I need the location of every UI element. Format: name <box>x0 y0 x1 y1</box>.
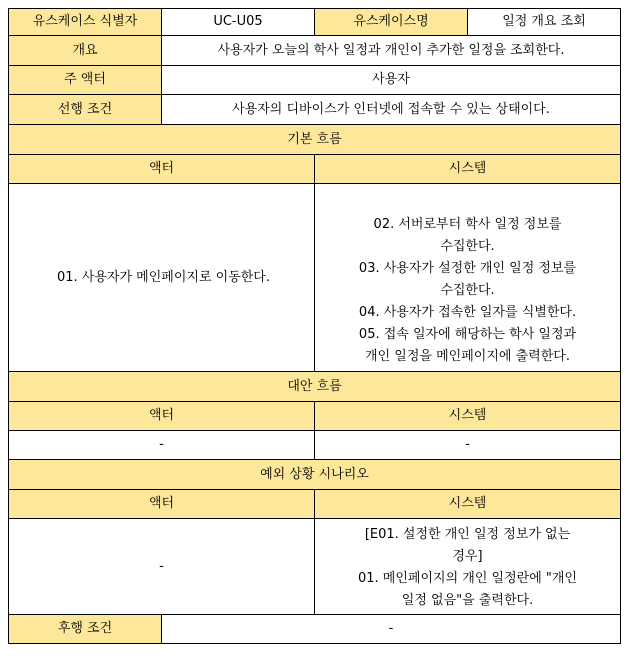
alt-flow-system-header: 시스템 <box>315 402 621 431</box>
usecase-name-label: 유스케이스명 <box>315 9 468 36</box>
alt-flow-title: 대안 흐름 <box>9 372 621 402</box>
system-step-line: 수집한다. <box>440 282 495 298</box>
actor-label: 주 액터 <box>9 66 162 95</box>
exception-line: 경우] <box>452 548 483 564</box>
system-step-line: 03. 사용자가 설정한 개인 일정 정보를 <box>358 260 577 276</box>
basic-flow-system-cell <box>315 184 621 372</box>
postcondition-value: - <box>162 615 621 644</box>
exception-line: [E01. 설정한 개인 일정 정보가 없는 <box>364 526 571 542</box>
actor-row <box>9 66 621 95</box>
exception-actor-header: 액터 <box>9 490 315 519</box>
basic-flow-title-row <box>9 125 621 155</box>
exception-row <box>9 519 621 615</box>
exception-title-row <box>9 460 621 490</box>
postcondition-label: 후행 조건 <box>9 615 162 644</box>
system-step-line: 02. 서버로부터 학사 일정 정보를 <box>373 216 562 232</box>
alt-flow-actor-value: - <box>9 431 315 460</box>
basic-flow-header-row <box>9 155 621 184</box>
precondition-row <box>9 95 621 125</box>
basic-flow-actor-cell <box>9 184 315 372</box>
usecase-id-value: UC-U05 <box>162 9 315 36</box>
usecase-id-label: 유스케이스 식별자 <box>9 9 162 36</box>
alt-flow-system-value: - <box>315 431 621 460</box>
exception-actor-value: - <box>9 519 315 615</box>
basic-flow-actor-header: 액터 <box>9 155 315 184</box>
overview-label: 개요 <box>9 36 162 66</box>
basic-flow-system-header: 시스템 <box>315 155 621 184</box>
system-step-line: 05. 접속 일자에 해당하는 학사 일정과 <box>358 326 577 342</box>
alt-flow-header-row <box>9 402 621 431</box>
exception-system-header: 시스템 <box>315 490 621 519</box>
exception-line: 일정 없음"을 출력한다. <box>401 592 534 608</box>
usecase-name-value: 일정 개요 조회 <box>468 9 621 36</box>
exception-title: 예외 상황 시나리오 <box>9 460 621 490</box>
system-step-line: 04. 사용자가 접속한 일자를 식별한다. <box>358 304 577 320</box>
overview-value: 사용자가 오늘의 학사 일정과 개인이 추가한 일정을 조회한다. <box>162 36 621 66</box>
alt-flow-title-row <box>9 372 621 402</box>
header-row <box>9 9 621 36</box>
usecase-table <box>8 8 621 644</box>
overview-row <box>9 36 621 66</box>
precondition-value: 사용자의 디바이스가 인터넷에 접속할 수 있는 상태이다. <box>162 95 621 125</box>
system-step-line: 수집한다. <box>440 238 495 254</box>
alt-flow-actor-header: 액터 <box>9 402 315 431</box>
system-step-line: 개인 일정을 메인페이지에 출력한다. <box>365 348 570 364</box>
actor-step: 01. 사용자가 메인페이지로 이동한다. <box>56 269 271 285</box>
postcondition-row <box>9 615 621 644</box>
precondition-label: 선행 조건 <box>9 95 162 125</box>
alt-flow-row <box>9 431 621 460</box>
exception-line: 01. 메인페이지의 개인 일정란에 "개인 <box>358 570 577 586</box>
exception-header-row <box>9 490 621 519</box>
basic-flow-steps-row <box>9 184 621 372</box>
actor-value: 사용자 <box>162 66 621 95</box>
exception-system-cell <box>315 519 621 615</box>
basic-flow-title: 기본 흐름 <box>9 125 621 155</box>
